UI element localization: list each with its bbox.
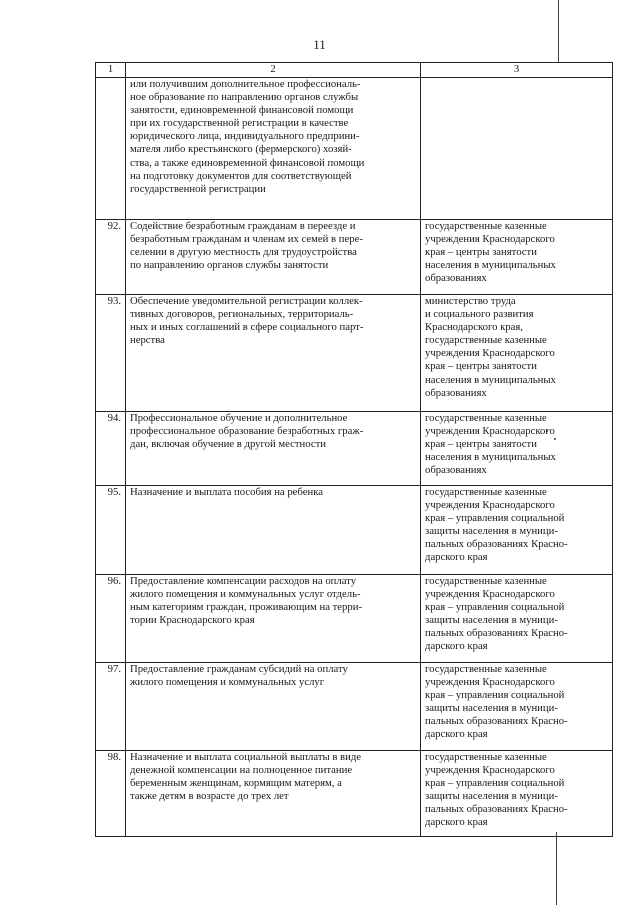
- scan-edge-line-top: [558, 0, 559, 62]
- responsible-org: [421, 220, 613, 295]
- service-name: [126, 295, 421, 412]
- responsible-org-text: государственные казенные учреждения Краснодарского края – центры занятости населения в муниципальных образованиях: [425, 220, 556, 285]
- responsible-org-text: министерство труда и социального развития Краснодарского края, государственные казенные учреждения Краснодарского края – центры занятости населения в муниципальных образованиях: [425, 295, 556, 399]
- service-name-text: или получившим дополнительное профессиональ- ное образование по направлению органов службы занятости, единовременной финансовой помощи при их государственной регистрации в качестве юридического лица, индивидуального предприни- мателя либо крестьянского (фермерского) хозяй- ства, а также единовременной финансовой помощи на подготовку документов для соответствующей государственной регистрации: [130, 78, 365, 195]
- responsible-org-text: государственные казенные учреждения Краснодарского края – управления социальной защиты населения в муници- пальных образованиях Красно- дарского края: [425, 486, 568, 564]
- service-name-text: Содействие безработным гражданам в переезде и безработным гражданам и членам их семей в пере- селении в другую местность для трудоустройства по направлению органов службы занятости: [130, 220, 363, 272]
- service-name: [126, 663, 421, 751]
- table-row: [96, 412, 613, 486]
- service-name: [126, 486, 421, 575]
- table-row: [96, 78, 613, 220]
- responsible-org-text: государственные казенные учреждения Краснодарского края – управления социальной защиты населения в муници- пальных образованиях Красно- дарского края: [425, 575, 568, 653]
- responsible-org: [421, 412, 613, 486]
- service-name-text: Назначение и выплата социальной выплаты в виде денежной компенсации на полноценное питание беременным женщинам, кормящим матерям, а также детям в возрасте до трех лет: [130, 751, 362, 803]
- service-name-text: Предоставление гражданам субсидий на оплату жилого помещения и коммунальных услуг: [130, 663, 348, 689]
- service-name-text: Предоставление компенсации расходов на оплату жилого помещения и коммунальных услуг отдель- ным категориям граждан, проживающим на терри- тории Краснодарского края: [130, 575, 362, 627]
- service-name: [126, 78, 421, 220]
- table-row: [96, 663, 613, 751]
- responsible-org: [421, 295, 613, 412]
- table-row: [96, 751, 613, 837]
- row-number: [96, 78, 126, 220]
- service-name: [126, 412, 421, 486]
- responsible-org-text: государственные казенные учреждения Краснодарского края – управления социальной защиты населения в муници- пальных образованиях Красно- дарского края: [425, 663, 568, 741]
- row-number: 94.: [96, 412, 126, 486]
- row-number: 97.: [96, 663, 126, 751]
- responsible-org-text: государственные казенные учреждения Краснодарского края – центры занятости населения в муниципальных образованиях: [425, 412, 556, 477]
- table-row: [96, 486, 613, 575]
- service-name-text: Назначение и выплата пособия на ребенка: [130, 486, 323, 498]
- row-number: 92.: [96, 220, 126, 295]
- responsible-org: [421, 78, 613, 220]
- header-col-3: 3: [421, 63, 613, 78]
- responsible-org: [421, 663, 613, 751]
- responsible-org-text: государственные казенные учреждения Краснодарского края – управления социальной защиты населения в муници- пальных образованиях Красно- дарского края: [425, 751, 568, 829]
- row-number: 98.: [96, 751, 126, 837]
- responsible-org: [421, 575, 613, 663]
- header-col-1: 1: [96, 63, 126, 78]
- header-col-2: 2: [126, 63, 421, 78]
- table-header-row: [96, 63, 613, 78]
- service-name: [126, 220, 421, 295]
- page-number: 11: [313, 37, 326, 52]
- table-row: [96, 295, 613, 412]
- row-number: 95.: [96, 486, 126, 575]
- service-name: [126, 575, 421, 663]
- table-row: [96, 575, 613, 663]
- services-table: [95, 62, 613, 837]
- scan-edge-line-bottom: [556, 832, 557, 905]
- table-row: [96, 220, 613, 295]
- row-number: 96.: [96, 575, 126, 663]
- row-number: 93.: [96, 295, 126, 412]
- service-name-text: Профессиональное обучение и дополнительное профессиональное образование безработных граж- дан, включая обучение в другой местности: [130, 412, 364, 451]
- service-name-text: Обеспечение уведомительной регистрации коллек- тивных договоров, региональных, территориаль- ных и иных соглашений в сфере социального парт- нерства: [130, 295, 364, 347]
- responsible-org: [421, 751, 613, 837]
- service-name: [126, 751, 421, 837]
- responsible-org: [421, 486, 613, 575]
